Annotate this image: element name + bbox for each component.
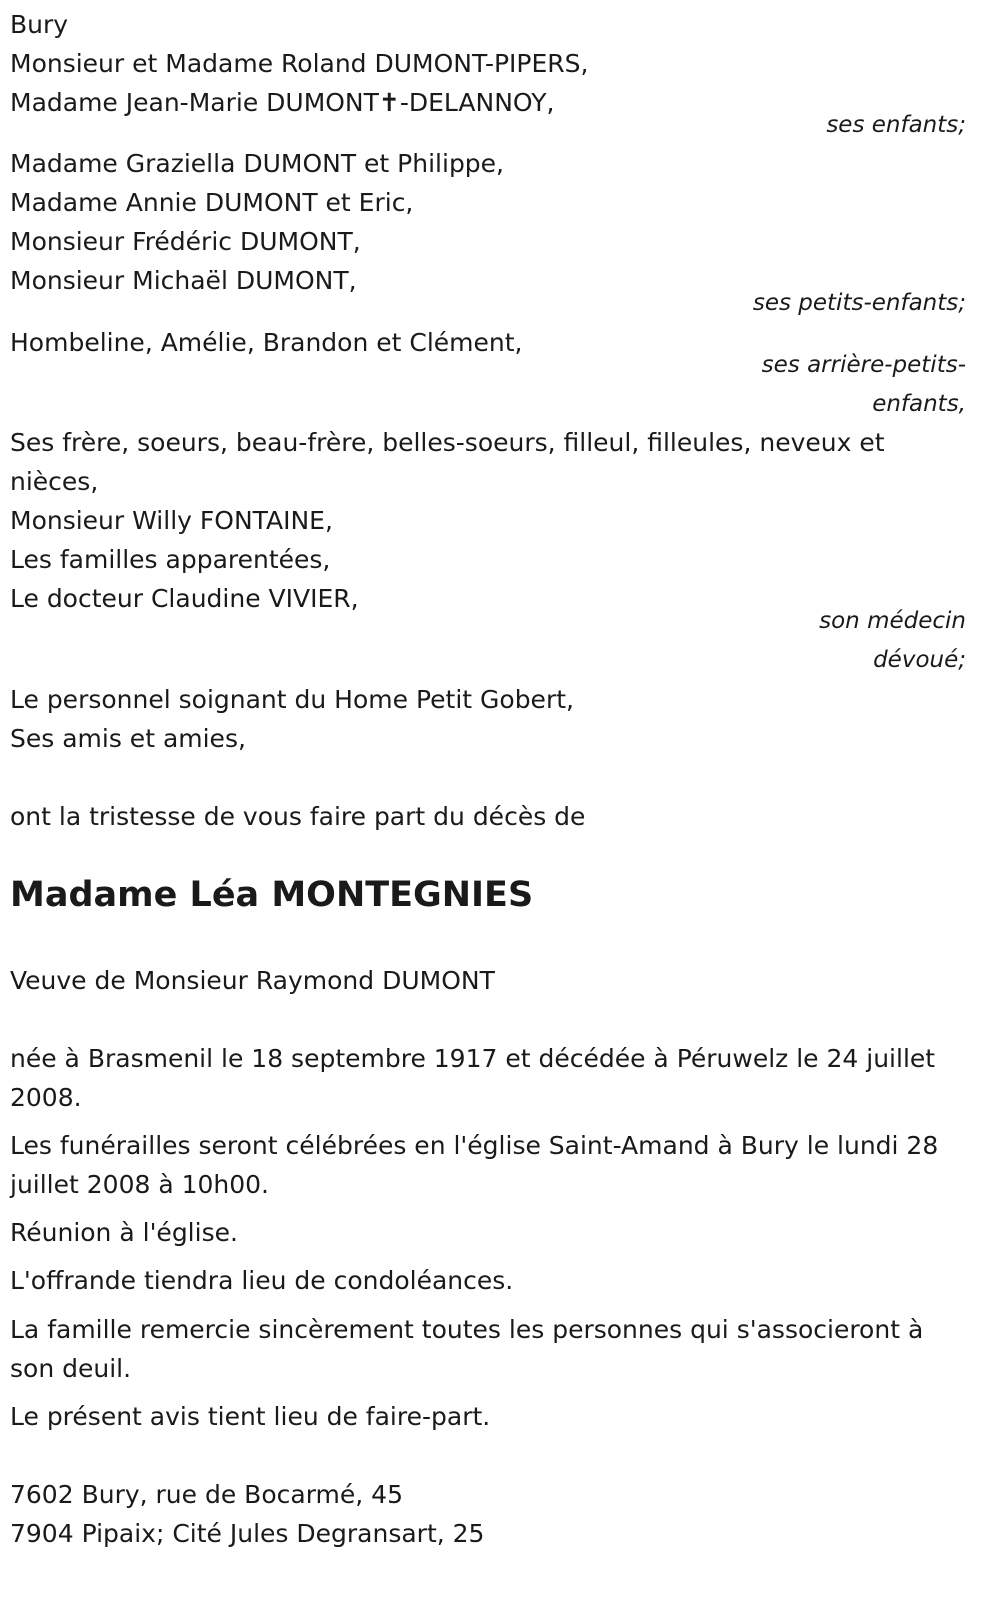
other-line-3: Le docteur Claudine VIVIER, [10,584,359,613]
birth-death-line-1: née à Brasmenil le 18 septembre 1917 et décédée à Péruwelz le 24 juillet [10,1044,936,1073]
funeral-line-2: juillet 2008 à 10h00. [10,1170,270,1199]
caregivers-line-2: Ses amis et amies, [10,724,246,753]
grandchildren-line-3: Monsieur Frédéric DUMONT, [10,227,361,256]
meeting: Réunion à l'église. [10,1218,238,1247]
children-role: ses enfants; [826,112,966,138]
place: Bury [10,10,69,39]
relatives-line-2: nièces, [10,467,99,496]
notice-statement: Le présent avis tient lieu de faire-part. [10,1402,491,1431]
great-grandchildren-role-1: ses arrière-petits- [761,352,966,378]
children-line-2: Madame Jean-Marie DUMONT✝-DELANNOY, [10,88,555,117]
other-line-2: Les familles apparentées, [10,545,331,574]
caregivers-line-1: Le personnel soignant du Home Petit Gobert, [10,685,574,714]
great-grandchildren: Hombeline, Amélie, Brandon et Clément, [10,328,523,357]
children-line-1: Monsieur et Madame Roland DUMONT-PIPERS, [10,49,589,78]
funeral-line-1: Les funérailles seront célébrées en l'église Saint-Amand à Bury le lundi 28 [10,1131,939,1160]
announcement: ont la tristesse de vous faire part du décès de [10,802,586,831]
grandchildren-line-2: Madame Annie DUMONT et Eric, [10,188,414,217]
thanks-line-1: La famille remercie sincèrement toutes les personnes qui s'associeront à [10,1315,924,1344]
grandchildren-line-4: Monsieur Michaël DUMONT, [10,266,357,295]
address-line-1: 7602 Bury, rue de Bocarmé, 45 [10,1480,403,1509]
thanks-line-2: son deuil. [10,1354,132,1383]
deceased-name: Madame Léa MONTEGNIES [10,875,534,915]
offering: L'offrande tiendra lieu de condoléances. [10,1266,514,1295]
great-grandchildren-role-2: enfants, [872,391,966,417]
relatives-line-1: Ses frère, soeurs, beau-frère, belles-soeurs, filleul, filleules, neveux et [10,428,885,457]
other-line-1: Monsieur Willy FONTAINE, [10,506,333,535]
grandchildren-line-1: Madame Graziella DUMONT et Philippe, [10,149,505,178]
widow-of: Veuve de Monsieur Raymond DUMONT [10,966,495,995]
grandchildren-role: ses petits-enfants; [752,290,966,316]
doctor-role-2: dévoué; [873,647,966,673]
doctor-role-1: son médecin [819,608,966,634]
address-line-2: 7904 Pipaix; Cité Jules Degransart, 25 [10,1519,485,1548]
birth-death-line-2: 2008. [10,1083,82,1112]
